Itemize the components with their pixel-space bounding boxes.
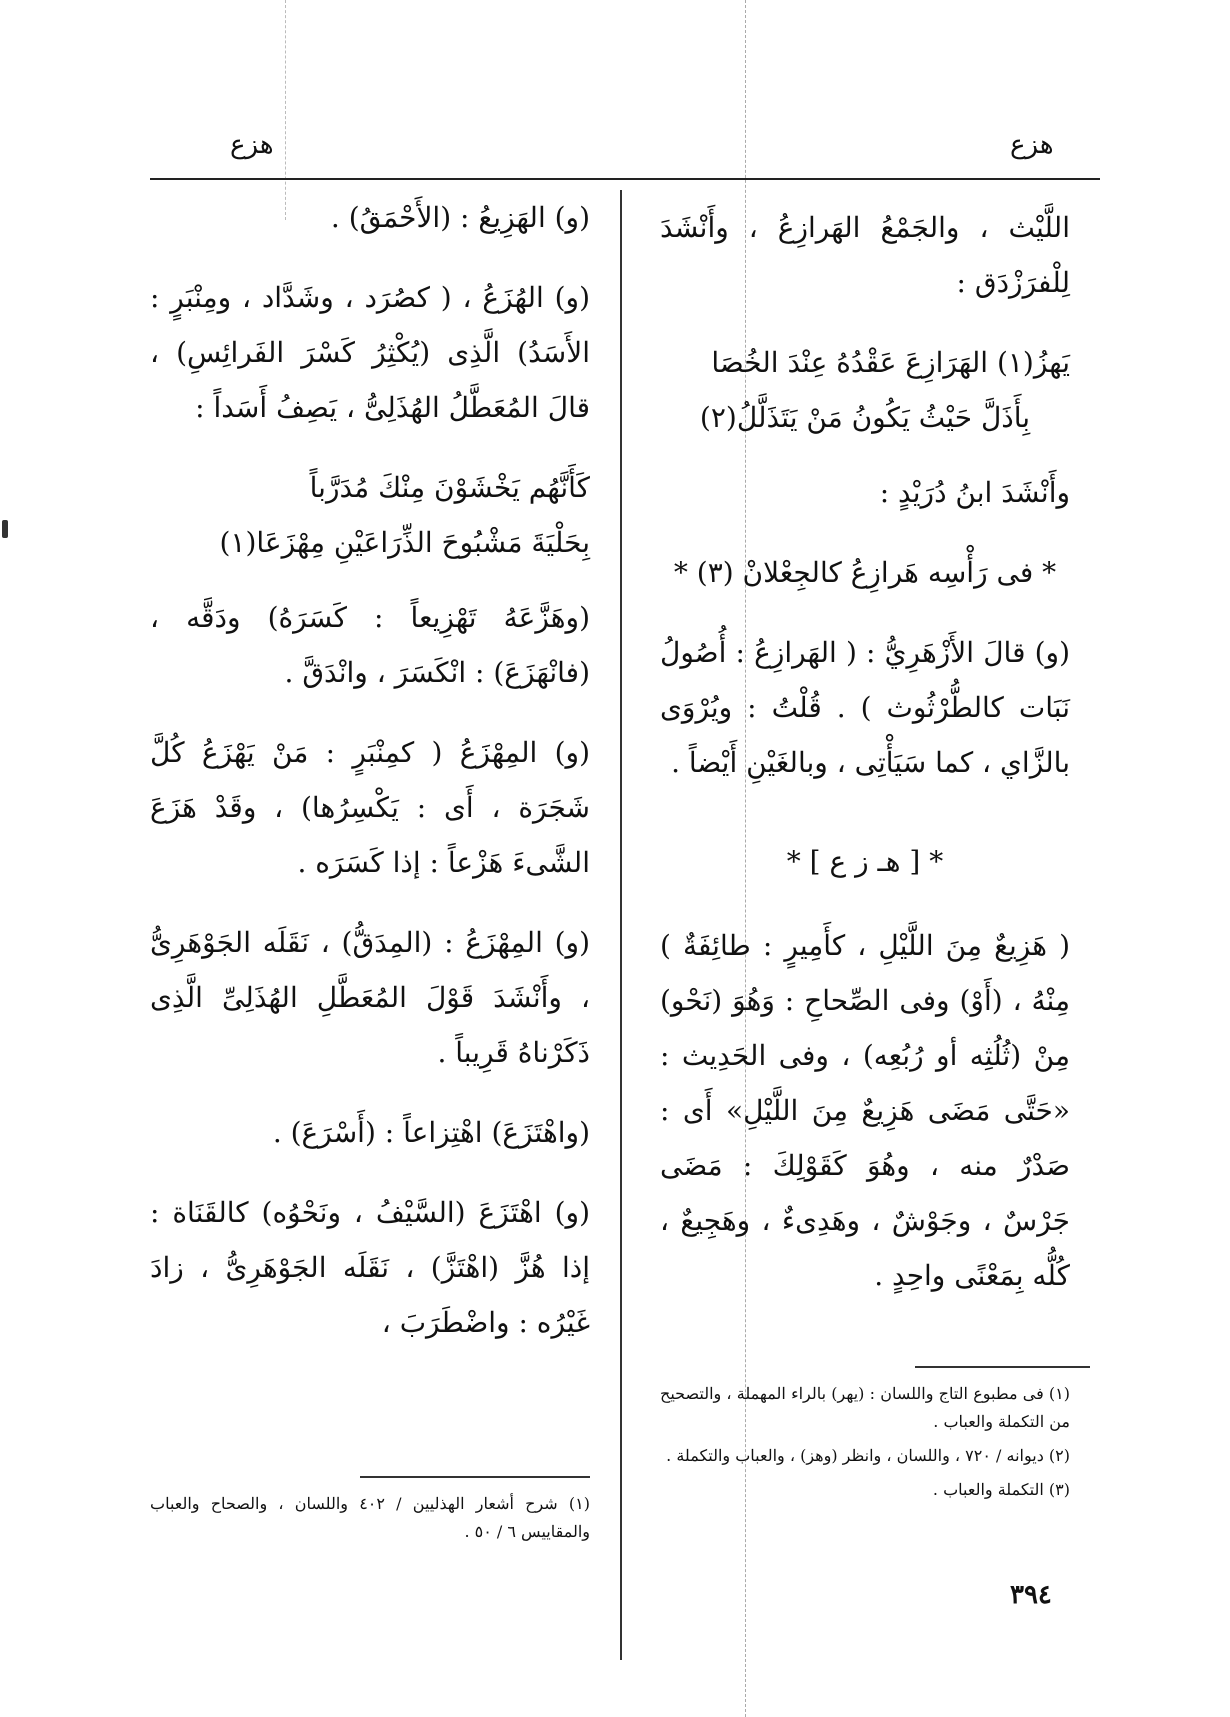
paragraph: (و) اهْتَزَعَ (السَّيْفُ ، ونَحْوُه) كالقَنَاة : إذا هُزَّ (اهْتَزَّ) ، نَقَلَه الجَوْهَرِىُّ ، زادَ غَيْرُه : واضْطَرَبَ ، [150, 1196, 590, 1339]
footnote-rule-left [360, 1476, 590, 1478]
verse-line: بِحَلْيَةَ مَشْبُوحَ الذِّرَاعَيْنِ مِهْزَعَا(١) [219, 526, 590, 559]
header-rule [150, 178, 1100, 180]
entry-heading: * [ هـ ز ع ] * [786, 845, 944, 878]
footnote-rule-right [915, 1366, 1090, 1368]
paragraph: ( هَزِيعٌ مِنَ اللَّيْلِ ، كأَمِيرٍ : طائِفَةٌ ) مِنْهُ ، (أَوْ) وفى الصِّحاحِ : وَهُوَ (نَحْو) مِنْ (ثُلُثِه أو رُبُعِه) ، وفى الحَدِيث : «حَتَّى مَضَى هَزِيعٌ مِنَ اللَّيْلِ» أَى : صَدْرٌ منه ، وهُوَ كَقَوْلِكَ : مَضَى جَرْسٌ ، وجَوْشٌ ، وهَدِىءٌ ، وهَجِيعٌ ، كُلُّه بِمَعْنًى واحِدٍ . [660, 929, 1070, 1292]
verse-line: كَأَنَّهُم يَخْشَوْنَ مِنْكَ مُدَرَّباً [309, 471, 590, 504]
left-column [150, 190, 590, 1375]
footnotes-right [660, 1380, 1070, 1510]
paragraph: (واهْتَزَعَ) اهْتِزاعاً : (أَسْرَعَ) . [272, 1116, 590, 1149]
verse-block [150, 460, 590, 570]
scan-crease-line-left [285, 0, 287, 220]
footnote: (٣) التكملة والعباب . [932, 1480, 1070, 1499]
paragraph: (و) المِهْزَعُ : (المِدَقُّ) ، نَقَلَه الجَوْهَرِىُّ ، وأَنْشَدَ قَوْلَ المُعَطَّلِ الهُذَلِىِّ الَّذِى ذَكَرْناهُ قَرِيباً . [150, 926, 590, 1069]
verse-single: * فى رَأْسِه هَرازِعُ كالجِعْلانْ (٣) * [673, 556, 1057, 589]
paragraph: وأَنْشَدَ ابنُ دُرَيْدٍ : [879, 476, 1070, 509]
paragraph: (و) الهَزِيعُ : (الأَحْمَقُ) . [330, 201, 590, 234]
footnotes-left [150, 1490, 590, 1552]
margin-mark [2, 520, 8, 538]
running-head-right: هزع [1010, 130, 1054, 160]
verse-block [660, 335, 1070, 445]
verse-line: بِأَذَلَّ حَيْثُ يَكُونُ مَنْ يَتَذَلَّلُ(٢) [699, 401, 1031, 434]
right-column [660, 200, 1070, 1328]
paragraph: (وهَزَّعَهُ تَهْزِيعاً : كَسَرَهُ) ودَقَّه ، (فانْهَزَعَ) : انْكَسَرَ ، وانْدَقَّ . [150, 601, 590, 689]
paragraph: (و) قالَ الأَزْهَرِيُّ : ( الهَرازِعُ : أُصُولُ نَبَات كالطُّرْثُوث ) . قُلْتُ : ويُرْوَى بالزَّاي ، كما سَيَأْتِى ، وبالغَيْنِ أَيْضاً . [660, 636, 1070, 779]
running-head-left: هزع [230, 130, 274, 160]
footnote: (٢) ديوانه / ٧٢٠ ، واللسان ، وانظر (وهز) ، والعباب والتكملة . [666, 1446, 1070, 1465]
verse-line: يَهزُ(١) الهَرَازِعَ عَقْدُهُ عِنْدَ الخُصَا [711, 346, 1070, 379]
footnote: (١) فى مطبوع التاج واللسان : (يهر) بالراء المهملة ، والتصحيح من التكملة والعباب . [660, 1384, 1070, 1431]
footnote: (١) شرح أشعار الهذليين / ٤٠٢ واللسان ، والصحاح والعباب والمقاييس ٦ / ٥٠ . [150, 1494, 591, 1541]
paragraph: اللَّيْث ، والجَمْعُ الهَرازِعُ ، وأَنْشَدَ لِلْفرَزْدَق : [660, 211, 1070, 299]
column-divider [620, 190, 622, 1660]
paragraph: (و) المِهْزَعُ ( كمِنْبَرٍ : مَنْ يَهْزَعُ كُلَّ شَجَرَة ، أَى : يَكْسِرُها) ، وقَدْ هَزَعَ الشَّىءَ هَزْعاً : إذا كَسَرَه . [150, 736, 590, 879]
paragraph: (و) الهُزَعُ ، ( كصُرَد ، وشَدَّاد ، ومِنْبَرٍ : الأَسَدُ) الَّذِى (يُكْثِرُ كَسْرَ الفَرائِسِ) ، قالَ المُعَطَّلُ الهُذَلِىُّ ، يَصِفُ أَسَداً : [150, 281, 590, 424]
page-number: ٣٩٤ [1010, 1580, 1052, 1610]
